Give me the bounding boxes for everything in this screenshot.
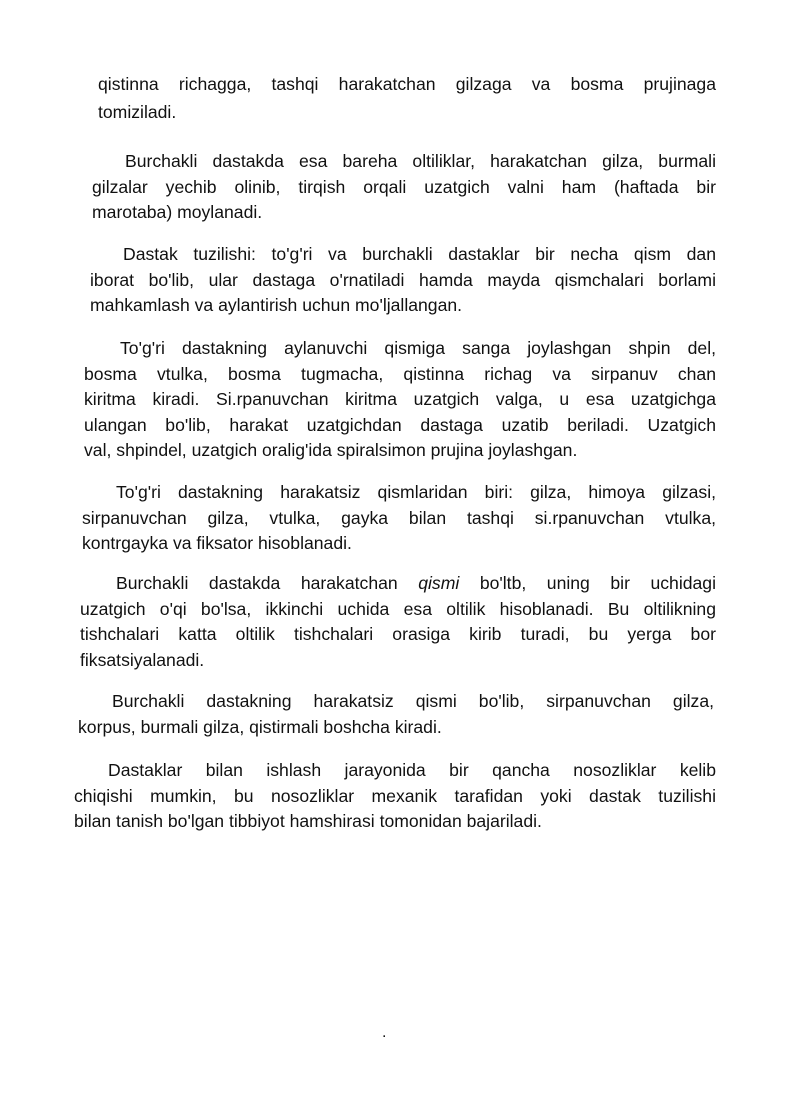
paragraph-line: gilzalar yechib olinib, tirqish orqali uzatgich valni ham (haftada bir [92, 176, 716, 197]
paragraph-line [80, 571, 716, 597]
paragraph-line: korpus, burmali gilza, qistirmali boshcha kiradi. [78, 716, 442, 737]
paragraph-line: marotaba) moylanadi. [92, 202, 263, 222]
paragraph-2 [92, 149, 716, 226]
paragraph-line: kiritma kiradi. Si.rpanuvchan kiritma uzatgich valga, u esa uzatgichga [84, 389, 716, 409]
paragraph-line: mahkamlash va aylantirish uchun mo'ljallangan. [90, 295, 463, 315]
paragraph-line: Burchakli dastakda esa bareha oltiliklar, harakatchan gilza, burmali [125, 151, 716, 171]
paragraph-3 [90, 242, 716, 319]
paragraph-line: To'g'ri dastakning aylanuvchi qismiga sanga joylashgan shpin del, [120, 338, 716, 358]
paragraph-line: bilan tanish bo'lgan tibbiyot hamshirasi tomonidan bajariladi. [74, 811, 542, 831]
page-mark: . [382, 1024, 387, 1041]
paragraph-line: val, shpindel, uzatgich oralig'ida spiralsimon prujina joylashgan. [84, 440, 578, 460]
paragraph-line: tishchalari katta oltilik tishchalari orasiga kirib turadi, bu yerga bor [80, 624, 716, 644]
paragraph-6 [80, 571, 716, 673]
paragraph-line: kontrgayka va fiksator hisoblanadi. [82, 533, 352, 553]
paragraph-line: ulangan bo'lib, harakat uzatgichdan dastaga uzatib beriladi. Uzatgich [84, 414, 716, 435]
paragraph-line: qistinna richagga, tashqi harakatchan gilzaga va bosma prujinaga [98, 74, 716, 94]
paragraph-text: bo'ltb, uning bir uchidagi [479, 573, 717, 593]
paragraph-line: bosma vtulka, bosma tugmacha, qistinna richag va sirpanuv chan [84, 363, 716, 384]
paragraph-line: To'g'ri dastakning harakatsiz qismlaridan biri: gilza, himoya gilzasi, [116, 482, 716, 502]
paragraph-1 [98, 70, 716, 126]
paragraph-line: chiqishi mumkin, bu nosozliklar mexanik tarafidan yoki dastak tuzilishi [74, 785, 716, 806]
paragraph-4 [84, 336, 716, 464]
paragraph-line: tomiziladi. [98, 102, 177, 122]
paragraph-line: uzatgich o'qi bo'lsa, ikkinchi uchida esa oltilik hisoblanadi. Bu oltilikning [80, 598, 716, 619]
paragraph-line: Burchakli dastakning harakatsiz qismi bo'lib, sirpanuvchan gilza, [112, 691, 714, 711]
paragraph-5 [82, 480, 716, 557]
paragraph-text: Burchakli dastakda harakatchan [116, 573, 398, 593]
paragraph-8 [74, 758, 716, 835]
paragraph-line: iborat bo'lib, ular dastaga o'rnatiladi hamda mayda qismchalari borlami [90, 269, 716, 290]
paragraph-line: fiksatsiyalanadi. [80, 649, 205, 670]
paragraph-line: Dastaklar bilan ishlash jarayonida bir qancha nosozliklar kelib [108, 760, 716, 780]
paragraph-line: Dastak tuzilishi: to'g'ri va burchakli dastaklar bir necha qism dan [123, 244, 716, 264]
paragraph-7 [78, 689, 714, 740]
italic-word: qismi [418, 573, 460, 593]
paragraph-line: sirpanuvchan gilza, vtulka, gayka bilan tashqi si.rpanuvchan vtulka, [82, 507, 716, 528]
